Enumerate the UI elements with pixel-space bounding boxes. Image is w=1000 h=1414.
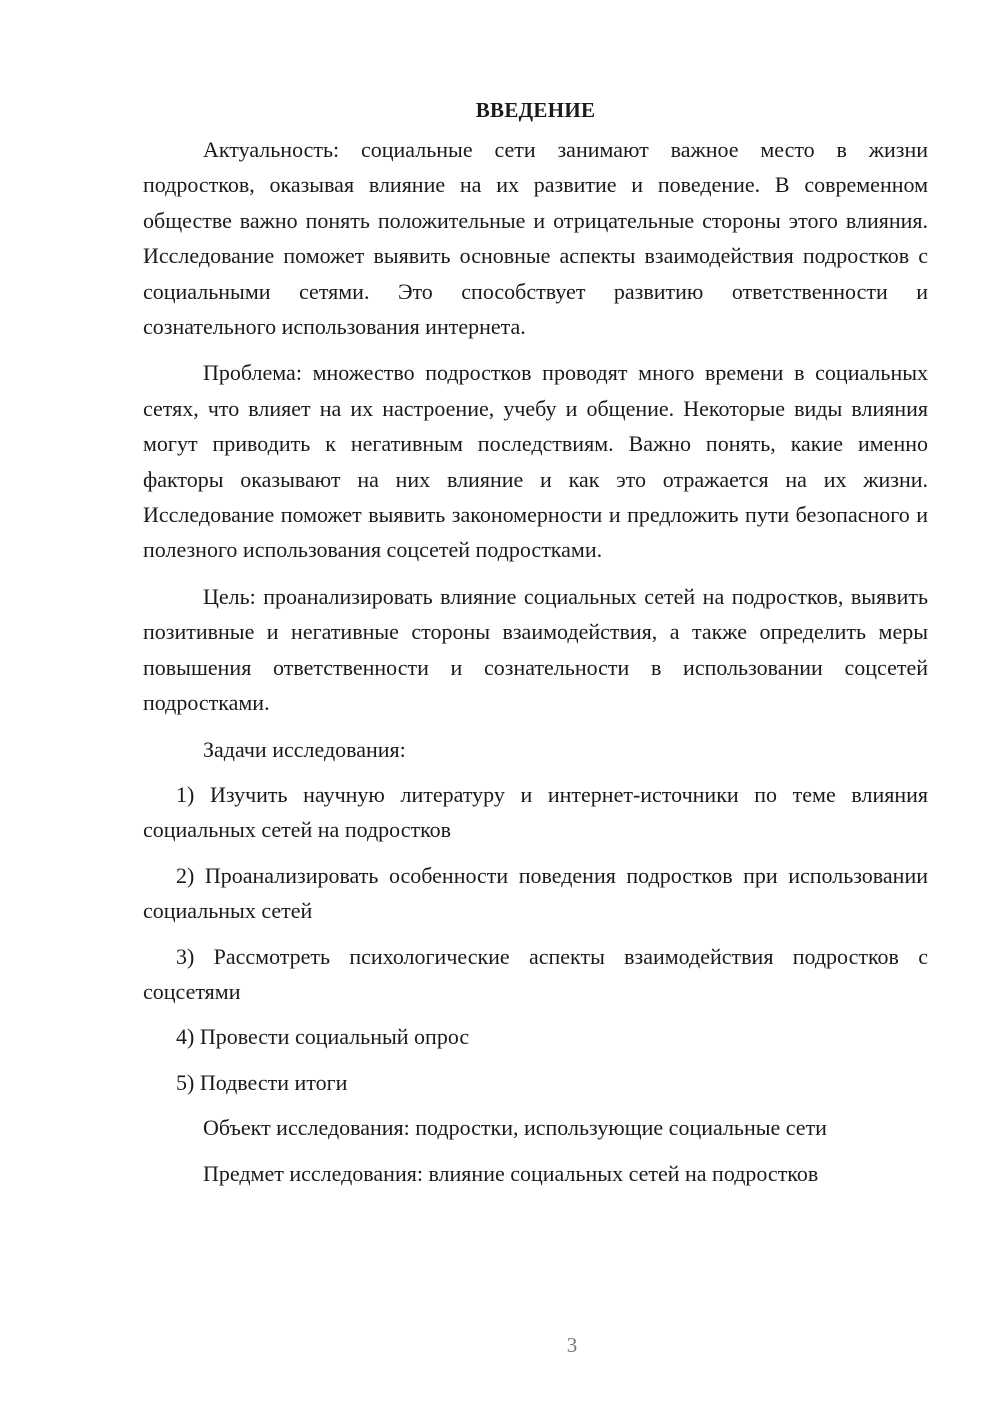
problem-paragraph: Проблема: множество подростков проводят много времени в социальных сетях, что влияет на их настроение, учебу и общение. Некоторые виды влияния могут приводить к негативным последствиям. Важно понять, какие именно факторы оказывают на них влияние и как это отражается на их жизни. Исследование поможет выявить закономерности и предложить пути безопасного и полезного использования соцсетей подростками.	[143, 360, 928, 563]
section-heading: ВВЕДЕНИЕ	[475, 98, 596, 122]
task-item-4: 4) Провести социальный опрос	[176, 1024, 470, 1050]
goal-paragraph: Цель: проанализировать влияние социальных сетей на подростков, выявить позитивные и негативные стороны взаимодействия, а также определить меры повышения ответственности и сознательности в использовании соцсетей подростками.	[143, 583, 928, 716]
task-item-1: 1) Изучить научную литературу и интернет-источники по теме влияния социальных сетей на подростков	[143, 781, 928, 843]
task-item-3: 3) Рассмотреть психологические аспекты взаимодействия подростков с соцсетями	[143, 943, 928, 1004]
research-object: Объект исследования: подростки, использующие социальные сети	[203, 1115, 827, 1141]
tasks-title: Задачи исследования:	[203, 736, 406, 762]
document-page	[143, 92, 928, 1191]
relevance-paragraph: Актуальность: социальные сети занимают важное место в жизни подростков, оказывая влияние на их развитие и поведение. В современном обществе важно понять положительные и отрицательные стороны этого влияния. Исследование поможет выявить основные аспекты взаимодействия подростков с социальными сетями. Это способствует развитию ответственности и сознательного использования интернета.	[143, 137, 928, 340]
page-number: 3	[566, 1333, 578, 1357]
task-item-5: 5) Подвести итоги	[176, 1069, 348, 1095]
task-item-2: 2) Проанализировать особенности поведения подростков при использовании социальных сетей	[143, 862, 928, 924]
research-subject: Предмет исследования: влияние социальных сетей на подростков	[203, 1160, 819, 1186]
